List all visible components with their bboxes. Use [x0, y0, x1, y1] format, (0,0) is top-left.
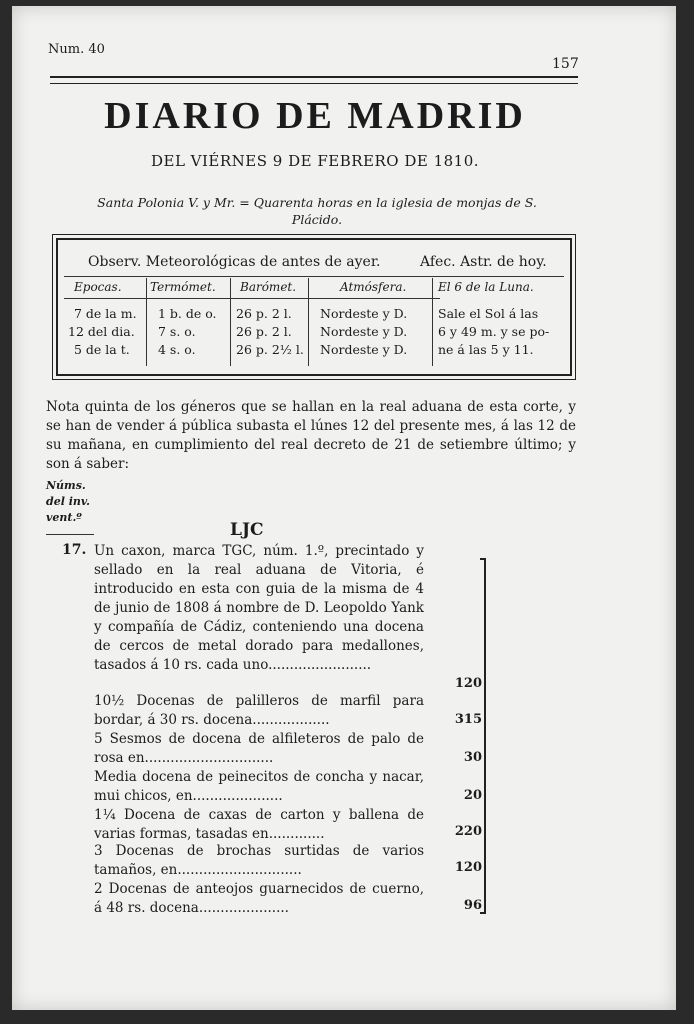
item-description: 10½ Docenas de palilleros de marfil para bordar, á 30 rs. docena.................. — [94, 693, 424, 728]
cell-epoca: 12 del dia. — [68, 324, 135, 339]
cargo-mark: LJC — [230, 520, 264, 540]
item-price: 120 — [454, 676, 482, 691]
newspaper-title: DIARIO DE MADRID — [104, 95, 526, 137]
item-price: 220 — [454, 824, 482, 839]
cell-barometro: 26 p. 2 l. — [236, 324, 292, 339]
issue-number: Num. 40 — [48, 42, 105, 57]
cell-epoca: 7 de la m. — [74, 306, 137, 321]
cell-atmosfera: Nordeste y D. — [320, 324, 408, 339]
item-description: Media docena de peinecitos de concha y nacar, mui chicos, en..................... — [94, 769, 424, 804]
divider — [308, 278, 309, 366]
intro-paragraph: Nota quinta de los géneros que se hallan en la real aduana de esta corte, y se han de vender á pública subasta el lúnes 12 del presente mes, á las 12 de su mañana, en cumplimiento del real decreto de 21 de setiembre último; y son á saber: — [46, 399, 576, 472]
newspaper-page — [12, 6, 676, 1010]
divider — [230, 278, 231, 366]
dateline: DEL VIÉRNES 9 DE FEBRERO DE 1810. — [150, 152, 480, 170]
item-price: 20 — [463, 788, 482, 803]
header-rule — [50, 76, 578, 84]
meteorological-table — [56, 238, 572, 376]
item-description: Un caxon, marca TGC, núm. 1.º, precintado y sellado en la real aduana de Vitoria, é introducido en esta con guia de la misma de 4 de junio de 1808 á nombre de D. Leopoldo Yank y compañía de Cádiz, conteniendo una docena de cercos de metal dorado para medallones, tasados á 10 rs. cada uno........................ — [94, 543, 424, 673]
price-bracket-bottom — [480, 912, 486, 914]
item-price: 315 — [454, 712, 482, 727]
divider — [64, 276, 564, 277]
divider — [432, 278, 433, 366]
page-number: 157 — [552, 56, 579, 72]
cell-astro: Sale el Sol á las — [438, 306, 539, 321]
item-number: 17. — [62, 542, 87, 558]
cell-atmosfera: Nordeste y D. — [320, 342, 408, 357]
col-header-epocas: Epocas. — [74, 280, 122, 294]
item-price: 30 — [463, 750, 482, 765]
item-description: 2 Docenas de anteojos guarnecidos de cuerno, á 48 rs. docena..................... — [94, 881, 424, 916]
meteo-heading: Observ. Meteorológicas de antes de ayer. — [88, 254, 381, 270]
saint-line: Santa Polonia V. y Mr. = Quarenta horas en la iglesia de monjas de S. Plácido. — [97, 195, 537, 227]
cell-atmosfera: Nordeste y D. — [320, 306, 408, 321]
divider — [64, 298, 440, 299]
cell-termometro: 4 s. o. — [158, 342, 196, 357]
cell-astro: ne á las 5 y 11. — [438, 342, 534, 357]
col-header-luna: El 6 de la Luna. — [438, 280, 534, 294]
item-price: 120 — [454, 860, 482, 875]
cell-astro: 6 y 49 m. y se po- — [438, 324, 550, 339]
col-header-termometro: Termómet. — [150, 280, 216, 294]
divider — [146, 278, 147, 366]
inventory-label: Núms. del inv. vent.º — [46, 479, 90, 524]
col-header-barometro: Barómet. — [240, 280, 297, 294]
cell-barometro: 26 p. 2½ l. — [236, 342, 304, 357]
price-bracket-top — [480, 558, 486, 560]
cell-termometro: 7 s. o. — [158, 324, 196, 339]
item-description: 5 Sesmos de docena de alfileteros de palo de rosa en.............................. — [94, 731, 424, 766]
item-description: 1¼ Docena de caxas de carton y ballena de varias formas, tasadas en............. — [94, 807, 424, 842]
cell-termometro: 1 b. de o. — [158, 306, 217, 321]
price-bracket — [484, 558, 486, 914]
item-price: 96 — [463, 898, 482, 913]
item-description: 3 Docenas de brochas surtidas de varios tamaños, en............................. — [94, 843, 424, 878]
col-header-atmosfera: Atmósfera. — [340, 280, 407, 294]
astro-heading: Afec. Astr. de hoy. — [420, 254, 547, 270]
cell-barometro: 26 p. 2 l. — [236, 306, 292, 321]
cell-epoca: 5 de la t. — [74, 342, 130, 357]
divider — [46, 534, 94, 535]
